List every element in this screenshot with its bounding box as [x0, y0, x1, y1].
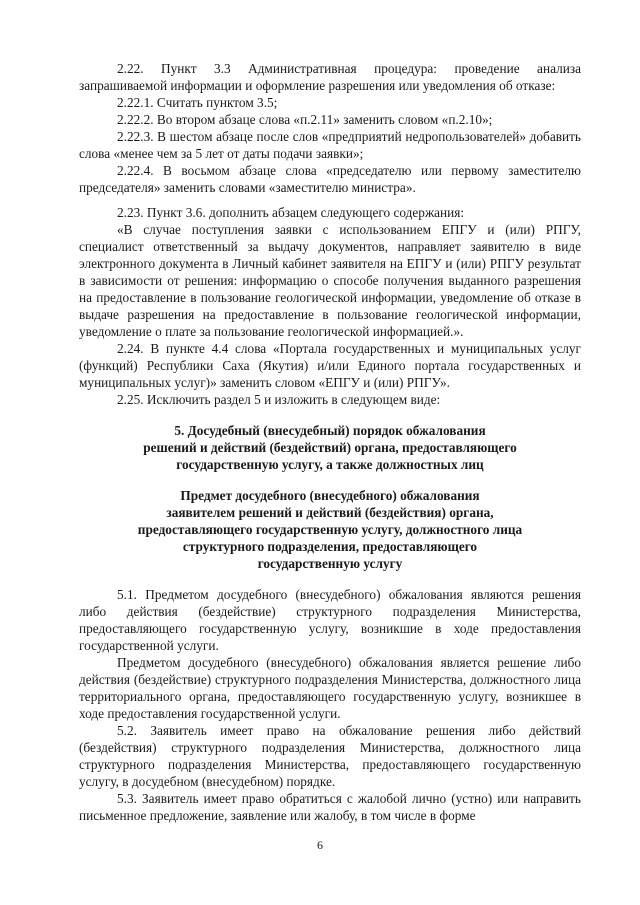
- page-number: 6: [317, 838, 323, 852]
- paragraph-5-3: 5.3. Заявитель имеет право обратиться с жалобой лично (устно) или направить письменное предложение, заявление или жалобу, в том числе в форме: [79, 791, 581, 823]
- paragraph-5-1-second: Предметом досудебного (внесудебного) обжалования является решение либо действия (бездействие) структурного подразделения Министерства, должностного лица территориального органа, предоставляющего государственную услугу, возникшее в ходе предоставления государственной услуги.: [79, 655, 581, 721]
- paragraph-2-22: 2.22. Пункт 3.3 Административная процедура: проведение анализа запрашиваемой информации и оформление разрешения или уведомления об отказе:: [79, 61, 581, 93]
- subsection-heading-line-4: структурного подразделения, предоставляющего: [182, 539, 478, 554]
- paragraph-2-22-3: 2.22.3. В шестом абзаце после слов «предприятий недропользователей» добавить слова «менее чем за 5 лет от даты подачи заявки»;: [79, 129, 581, 161]
- paragraph-5-1: 5.1. Предметом досудебного (внесудебного) обжалования являются решения либо действия (бездействие) структурного подразделения Министерства, предоставляющего государственную услугу, возникшие в ходе предоставления государственной услуги.: [79, 587, 581, 653]
- paragraph-2-24: 2.24. В пункте 4.4 слова «Портала государственных и муниципальных услуг (функций) Республики Саха (Якутия) и/или Единого портала государственных и муниципальных услуг)» заменить словом «ЕПГУ и (или) РПГУ».: [79, 341, 581, 390]
- paragraph-2-23: 2.23. Пункт 3.6. дополнить абзацем следующего содержания:: [117, 205, 465, 220]
- paragraph-2-22-4: 2.22.4. В восьмом абзаце слова «председателю или первому заместителю председателя» заменить словами «заместителю министра».: [79, 163, 581, 195]
- subsection-heading-line-3: предоставляющего государственную услугу, должностного лица: [137, 522, 523, 537]
- subsection-heading-line-5: государственную услугу: [257, 556, 403, 571]
- paragraph-2-23-quote: «В случае поступления заявки с использованием ЕПГУ и (или) РПГУ, специалист ответственный за выдачу документов, направляет заявителю в виде электронного документа в Личный кабинет заявителя на ЕПГУ и (или) РПГУ результат в зависимости от решения: информацию о способе получения выданного разрешения на предоставление в пользование геологической информации, уведомление об отказе в выдаче разрешения на предоставление в пользование геологической информации, уведомление о плате за пользование геологической информацией.».: [79, 222, 581, 339]
- section-heading-line-3: государственную услугу, а также должностных лиц: [176, 457, 484, 472]
- paragraph-2-25: 2.25. Исключить раздел 5 и изложить в следующем виде:: [117, 392, 441, 407]
- paragraph-2-22-2: 2.22.2. Во втором абзаце слова «п.2.11» заменить словом «п.2.10»;: [117, 112, 493, 127]
- paragraph-5-2: 5.2. Заявитель имеет право на обжалование решения либо действий (бездействия) структурного подразделения Министерства, должностного лица структурного подразделения Министерства, предоставляющего государственную услугу, в досудебном (внесудебном) порядке.: [79, 723, 581, 789]
- subsection-heading-line-1: Предмет досудебного (внесудебного) обжалования: [180, 488, 480, 503]
- paragraph-2-22-1: 2.22.1. Считать пунктом 3.5;: [117, 95, 278, 110]
- section-heading-line-2: решений и действий (бездействий) органа, предоставляющего: [143, 440, 517, 455]
- document-body: [79, 60, 581, 824]
- subsection-heading-line-2: заявителем решений и действий (бездействия) органа,: [166, 505, 494, 520]
- section-heading-line-1: 5. Досудебный (внесудебный) порядок обжалования: [174, 423, 486, 438]
